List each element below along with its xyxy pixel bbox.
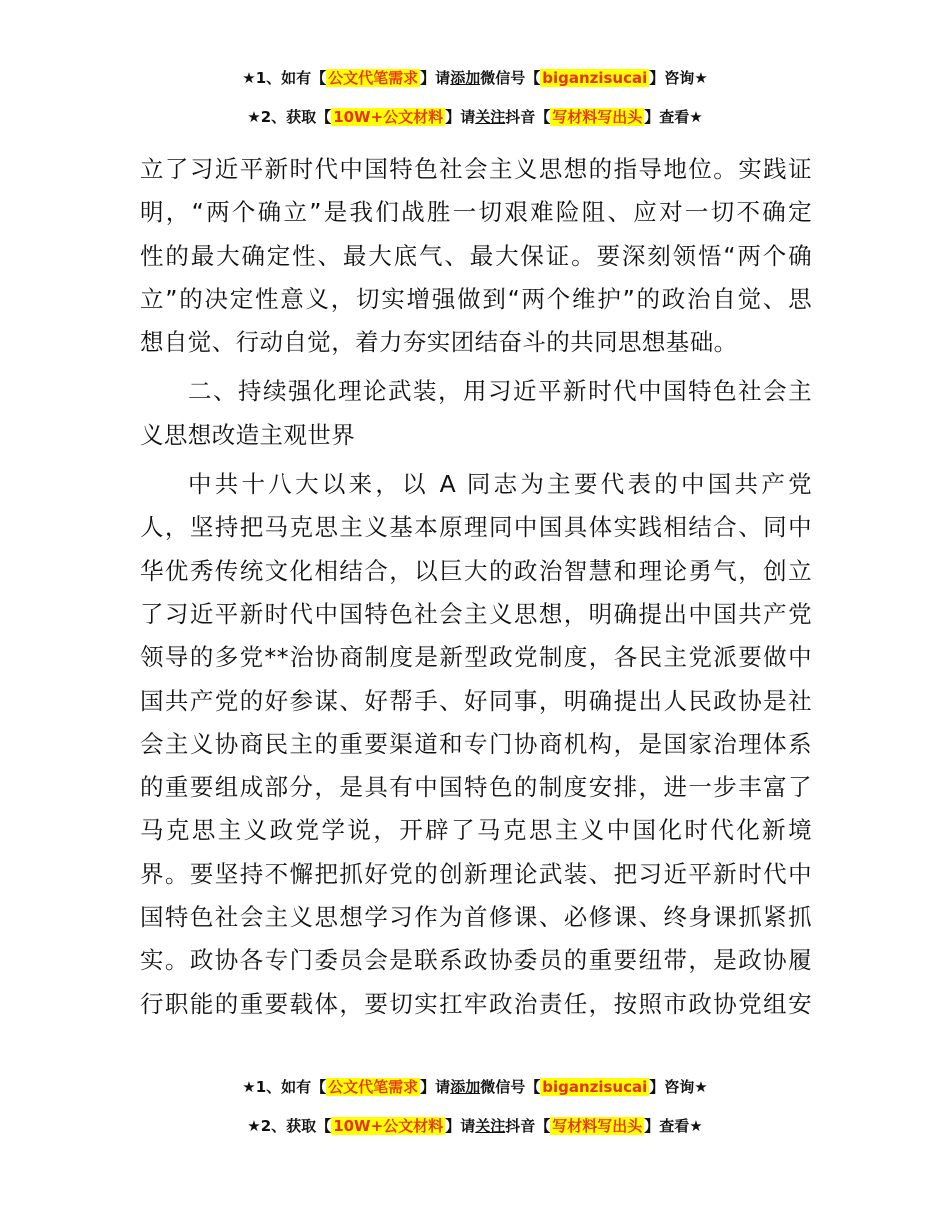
promo-underlined-text: 添加 — [450, 69, 481, 87]
promo-text: 微信号【 — [480, 1078, 541, 1096]
text-line: 明，“两个确立”是我们战胜一切艰难险阻、应对一切不确定 — [140, 198, 812, 227]
text-line: 想自觉、行动自觉，着力夯实团结奋斗的共同思想基础。 — [140, 328, 738, 357]
text-line: 的重要组成部分，是具有中国特色的制度安排，进一步丰富了 — [140, 773, 812, 802]
heading-line: 义思想改造主观世界 — [140, 420, 356, 449]
header-promo-line-2 — [0, 105, 950, 129]
promo-prefix: ★1、如有【 — [242, 69, 327, 87]
promo-suffix: 】查看★ — [644, 1117, 703, 1135]
promo-wechat-id: biganzisucai — [542, 69, 648, 87]
text-line: 立了习近平新时代中国特色社会主义思想的指导地位。实践证 — [140, 155, 812, 183]
text-line: 了习近平新时代中国特色社会主义思想，明确提出中国共产党 — [140, 599, 812, 628]
promo-text: 】请 — [420, 69, 451, 87]
text-line: 中共十八大以来，以 A 同志为主要代表的中国共产党 — [188, 470, 812, 499]
promo-text: 抖音【 — [505, 1117, 551, 1135]
promo-wechat-id: biganzisucai — [542, 1078, 648, 1096]
footer-promo-line-2 — [0, 1114, 950, 1138]
promo-highlight: 10W+公文材料 — [333, 108, 444, 126]
footer-promo-line-1 — [0, 1075, 950, 1099]
paragraph-1 — [140, 148, 812, 364]
text-line: 领导的多党**治协商制度是新型政党制度，各民主党派要做中 — [140, 643, 812, 672]
text-line: 行职能的重要载体，要切实扛牢政治责任，按照市政协党组安 — [140, 989, 812, 1018]
header-promo-line-1 — [0, 66, 950, 90]
paragraph-2 — [140, 463, 812, 1026]
text-line: 人，坚持把马克思主义基本原理同中国具体实践相结合、同中 — [140, 513, 812, 542]
promo-text: 】请 — [420, 1078, 451, 1096]
promo-suffix: 】查看★ — [644, 108, 703, 126]
promo-prefix: ★2、获取【 — [247, 108, 332, 126]
promo-text: 】请 — [445, 1117, 476, 1135]
promo-text: 】请 — [445, 108, 476, 126]
text-line: 马克思主义政党学说，开辟了马克思主义中国化时代化新境 — [140, 816, 812, 845]
promo-highlight: 10W+公文材料 — [333, 1117, 444, 1135]
heading-line: 二、持续强化理论武装，用习近平新时代中国特色社会主 — [188, 377, 812, 406]
text-line: 立”的决定性意义，切实增强做到“两个维护”的政治自觉、思 — [140, 284, 812, 313]
text-line: 国共产党的好参谋、好帮手、好同事，明确提出人民政协是社 — [140, 686, 812, 715]
promo-suffix: 】咨询★ — [649, 69, 708, 87]
promo-douyin-account: 写材料写出头 — [552, 108, 643, 126]
promo-prefix: ★1、如有【 — [242, 1078, 327, 1096]
promo-underlined-text: 关注 — [475, 1117, 506, 1135]
text-line: 性的最大确定性、最大底气、最大保证。要深刻领悟“两个确 — [140, 241, 812, 270]
text-line: 会主义协商民主的重要渠道和专门协商机构，是国家治理体系 — [140, 729, 812, 758]
promo-text: 抖音【 — [505, 108, 551, 126]
promo-prefix: ★2、获取【 — [247, 1117, 332, 1135]
promo-text: 微信号【 — [480, 69, 541, 87]
section-heading-2 — [140, 370, 812, 457]
text-line: 实。政协各专门委员会是联系政协委员的重要纽带，是政协履 — [140, 946, 812, 975]
promo-douyin-account: 写材料写出头 — [552, 1117, 643, 1135]
text-line: 华优秀传统文化相结合，以巨大的政治智慧和理论勇气，创立 — [140, 556, 812, 585]
promo-highlight: 公文代笔需求 — [328, 1078, 419, 1096]
text-line: 界。要坚持不懈把抓好党的创新理论武装、把习近平新时代中 — [140, 859, 812, 888]
promo-underlined-text: 添加 — [450, 1078, 481, 1096]
promo-underlined-text: 关注 — [475, 108, 506, 126]
promo-suffix: 】咨询★ — [649, 1078, 708, 1096]
text-line: 国特色社会主义思想学习作为首修课、必修课、终身课抓紧抓 — [140, 903, 812, 932]
promo-highlight: 公文代笔需求 — [328, 69, 419, 87]
document-body — [140, 148, 812, 1026]
